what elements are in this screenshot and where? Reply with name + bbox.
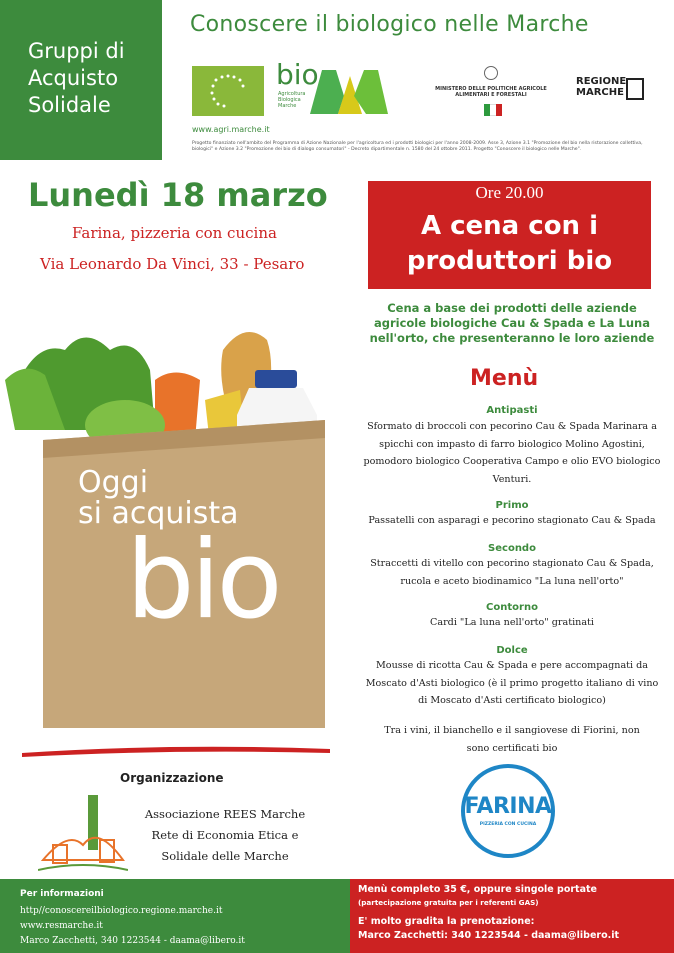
regione-marche-emblem-icon [626,78,644,100]
venue-name: Farina, pizzeria con cucina [72,224,277,242]
regione-marche-text [576,76,626,98]
footer-info [0,879,350,953]
booking-contact: Marco Zacchetti: 340 1223544 - daama@libero.it [358,930,619,941]
eu-organic-leaf-icon [192,66,264,116]
gas-line-3: Solidale [28,93,111,117]
farina-logo-subtitle: PIZZERIA CON CUCINA [479,822,537,827]
farina-logo-name: FARINA [464,794,552,819]
event-time: Ore 20.00 [475,183,544,202]
organization-line-2: Rete di Economia Etica e [151,828,299,842]
organization-line-1: Associazione REES Marche [144,807,306,821]
red-swoosh-divider [22,744,330,758]
event-date: Lunedì 18 marzo [28,176,328,214]
bag-bio-word: bio [126,518,279,643]
gas-line-1: Gruppi di [28,39,125,63]
info-heading: Per informazioni [20,889,104,899]
header-title: Conoscere il biologico nelle Marche [190,12,589,37]
event-title [368,209,651,279]
footer-booking [350,879,674,953]
event-title-line-2: produttori bio [406,246,613,276]
rees-marche-logo-icon [38,790,128,875]
course-heading-primo: Primo [495,500,529,511]
course-text-primo: Passatelli con asparagi e pecorino stagionato Cau & Spada [368,515,656,526]
free-participation-note: (partecipazione gratuita per i referenti GAS) [358,898,539,907]
course-text-antipasti: Sformato di broccoli con pecorino Cau & Spada Marinara a spicchi con impasto di farro biologico Molino Agostini, pomodoro biologico Cooperativa Campo e olio EVO biologico Venturi. [363,421,661,485]
course-text-secondo: Straccetti di vitello con pecorino stagionato Cau & Spada, rucola e aceto biodinamico "La luna nell'orto" [370,558,654,587]
info-url-2[interactable]: www.resmarche.it [20,921,103,931]
bag-slogan-line-1: Oggi [78,465,149,500]
gas-line-2: Acquisto [28,66,119,90]
course-heading-antipasti: Antipasti [486,405,538,416]
booking-heading: E' molto gradita la prenotazione: [358,916,535,927]
bag-slogan-line-2: si acquista [78,496,239,531]
wine-note: Tra i vini, il bianchello e il sangiovese di Fiorini, non sono certificati bio [384,725,640,754]
marche-m-logo-icon [308,66,390,116]
organization-name [140,804,310,867]
bio-marche-word: bio [276,58,319,91]
venue-address: Via Leonardo Da Vinci, 33 - Pesaro [40,255,305,273]
organization-label: Organizzazione [120,771,224,785]
course-text-contorno: Cardi "La luna nell'orto" gratinati [430,617,594,628]
info-url-1[interactable]: http//conoscereilbiologico.regione.marche.it [20,906,223,916]
italy-flag-icon [484,104,502,116]
event-title-line-1: A cena con i [420,211,599,241]
course-text-dolce: Mousse di ricotta Cau & Spada e pere accompagnati da Moscato d'Asti biologico (è il primo progetto italiano di vino di Moscato d'Asti certificato biologico) [365,660,659,706]
info-contact: Marco Zacchetti, 340 1223544 - daama@libero.it [20,936,245,946]
republic-emblem-icon [484,66,498,80]
course-heading-secondo: Secondo [488,543,536,554]
project-funding-note: Progetto finanziato nell'ambito del Programma di Azione Nazionale per l'agricoltura ed i prodotti biologici per l'anno 2008-2009. Asse 3, Azione 3.1 "Promozione del bio nella ristorazione collettiva, biologici" e Azione 3.2 "Promozione dei bio di dialogo consumatori" - Decreto dipartimentale n. 1580 del 24 ottobre 2011. Progetto "Conoscere il biologico nelle Marche". [192,141,643,152]
agri-url: www.agri.marche.it [192,125,270,134]
gas-label-box [0,0,162,160]
price-info: Menù completo 35 €, oppure singole portate [358,884,597,895]
event-title-box [368,181,651,289]
bio-marche-subtitle: Agricoltura Biologica Marche [278,91,306,109]
menu-title: Menù [470,366,539,391]
regione-line-2: MARCHE [576,87,624,98]
regione-line-1: REGIONE [576,76,627,87]
dinner-description: Cena a base dei prodotti delle aziende agricole biologiche Cau & Spada e La Luna nell'orto, che presenteranno le loro aziende [369,301,655,345]
ministry-name: MINISTERO DELLE POLITICHE AGRICOLE ALIMENTARI E FORESTALI [435,86,547,98]
course-heading-contorno: Contorno [486,602,538,613]
organization-line-3: Solidale delle Marche [161,849,289,863]
course-heading-dolce: Dolce [496,645,528,656]
